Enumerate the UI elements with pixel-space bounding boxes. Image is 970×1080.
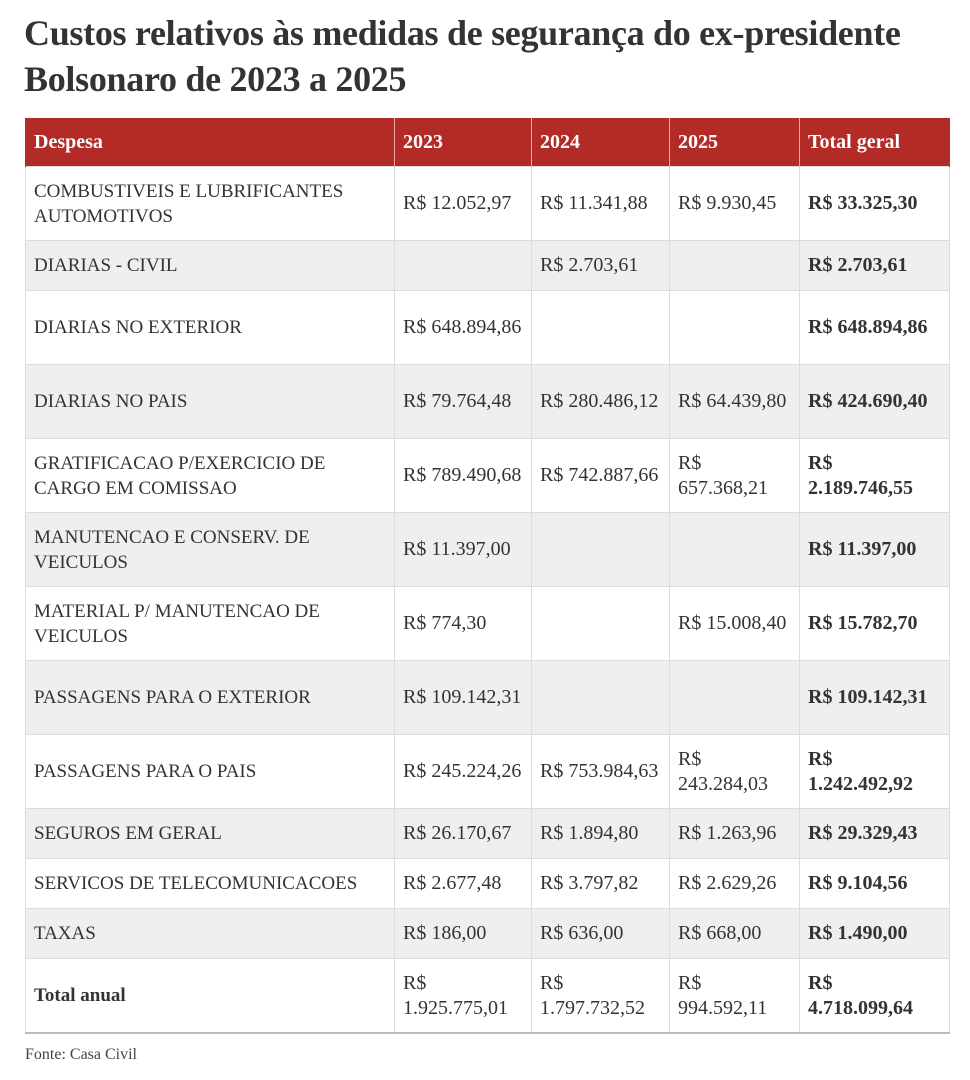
cell-2023: R$ 109.142,31: [395, 661, 532, 735]
cell-2023: R$ 774,30: [395, 587, 532, 661]
cell-total: R$ 2.189.746,55: [800, 439, 950, 513]
table-row: [26, 241, 950, 291]
cell-despesa: DIARIAS NO PAIS: [26, 365, 395, 439]
cell-2024: R$ 280.486,12: [532, 365, 670, 439]
table-row: [26, 587, 950, 661]
cell-2024: R$ 11.341,88: [532, 167, 670, 241]
cell-despesa: TAXAS: [26, 909, 395, 959]
cell-total: R$ 11.397,00: [800, 513, 950, 587]
cell-2023: R$ 245.224,26: [395, 735, 532, 809]
cell-despesa: MATERIAL P/ MANUTENCAO DE VEICULOS: [26, 587, 395, 661]
cell-2023: [395, 241, 532, 291]
table-row: [26, 365, 950, 439]
table-header-row: [26, 118, 950, 167]
cell-total: R$ 29.329,43: [800, 809, 950, 859]
cell-2025: R$ 15.008,40: [670, 587, 800, 661]
cell-total: R$ 648.894,86: [800, 291, 950, 365]
cell-2023: R$ 648.894,86: [395, 291, 532, 365]
table-row: [26, 439, 950, 513]
cell-2024: R$ 3.797,82: [532, 859, 670, 909]
cell-2023: R$ 11.397,00: [395, 513, 532, 587]
cell-2024: [532, 291, 670, 365]
source-note: Fonte: Casa Civil: [25, 1046, 137, 1063]
header-2024: 2024: [532, 118, 670, 167]
total-row: [26, 959, 950, 1034]
cell-2023: R$ 12.052,97: [395, 167, 532, 241]
cell-2025: R$ 243.284,03: [670, 735, 800, 809]
cell-2023: R$ 186,00: [395, 909, 532, 959]
table-row: [26, 809, 950, 859]
header-total-geral: Total geral: [800, 118, 950, 167]
cell-2023: R$ 79.764,48: [395, 365, 532, 439]
cell-despesa: MANUTENCAO E CONSERV. DE VEICULOS: [26, 513, 395, 587]
cell-2025: [670, 241, 800, 291]
cell-despesa: SERVICOS DE TELECOMUNICACOES: [26, 859, 395, 909]
cell-despesa: SEGUROS EM GERAL: [26, 809, 395, 859]
cell-total-2024: R$ 1.797.732,52: [532, 959, 670, 1034]
cell-total: R$ 424.690,40: [800, 365, 950, 439]
cell-total: R$ 109.142,31: [800, 661, 950, 735]
cell-total: R$ 2.703,61: [800, 241, 950, 291]
chart-title: Custos relativos às medidas de segurança do ex-presidente Bolsonaro de 2023 a 2025: [24, 13, 901, 99]
cell-2025: R$ 1.263,96: [670, 809, 800, 859]
expenses-table: [25, 118, 950, 1034]
cell-2025: R$ 2.629,26: [670, 859, 800, 909]
cell-2025: R$ 657.368,21: [670, 439, 800, 513]
cell-total: R$ 15.782,70: [800, 587, 950, 661]
cell-2023: R$ 26.170,67: [395, 809, 532, 859]
cell-total: R$ 9.104,56: [800, 859, 950, 909]
cell-2024: R$ 742.887,66: [532, 439, 670, 513]
header-despesa: Despesa: [26, 118, 395, 167]
cell-2024: [532, 587, 670, 661]
header-2025: 2025: [670, 118, 800, 167]
cell-2025: [670, 513, 800, 587]
cell-despesa: GRATIFICACAO P/EXERCICIO DE CARGO EM COMISSAO: [26, 439, 395, 513]
cell-2024: [532, 513, 670, 587]
cell-total: R$ 33.325,30: [800, 167, 950, 241]
cell-total: R$ 1.490,00: [800, 909, 950, 959]
cell-2023: R$ 789.490,68: [395, 439, 532, 513]
cell-total-2023: R$ 1.925.775,01: [395, 959, 532, 1034]
table-row: [26, 859, 950, 909]
cell-2024: [532, 661, 670, 735]
table-row: [26, 909, 950, 959]
cell-total-2025: R$ 994.592,11: [670, 959, 800, 1034]
cell-despesa: COMBUSTIVEIS E LUBRIFICANTES AUTOMOTIVOS: [26, 167, 395, 241]
cell-total: R$ 1.242.492,92: [800, 735, 950, 809]
table-row: [26, 291, 950, 365]
table-row: [26, 661, 950, 735]
header-2023: 2023: [395, 118, 532, 167]
cell-2024: R$ 636,00: [532, 909, 670, 959]
cell-2024: R$ 753.984,63: [532, 735, 670, 809]
cell-total-label: Total anual: [26, 959, 395, 1034]
cell-2025: R$ 64.439,80: [670, 365, 800, 439]
cell-2025: R$ 9.930,45: [670, 167, 800, 241]
cell-2025: R$ 668,00: [670, 909, 800, 959]
cell-grand-total: R$ 4.718.099,64: [800, 959, 950, 1034]
cell-2024: R$ 2.703,61: [532, 241, 670, 291]
table-row: [26, 513, 950, 587]
cell-2023: R$ 2.677,48: [395, 859, 532, 909]
cell-2025: [670, 661, 800, 735]
table-row: [26, 735, 950, 809]
cell-2024: R$ 1.894,80: [532, 809, 670, 859]
cell-despesa: PASSAGENS PARA O PAIS: [26, 735, 395, 809]
cell-despesa: PASSAGENS PARA O EXTERIOR: [26, 661, 395, 735]
cell-2025: [670, 291, 800, 365]
cell-despesa: DIARIAS NO EXTERIOR: [26, 291, 395, 365]
cell-despesa: DIARIAS - CIVIL: [26, 241, 395, 291]
table-row: [26, 167, 950, 241]
